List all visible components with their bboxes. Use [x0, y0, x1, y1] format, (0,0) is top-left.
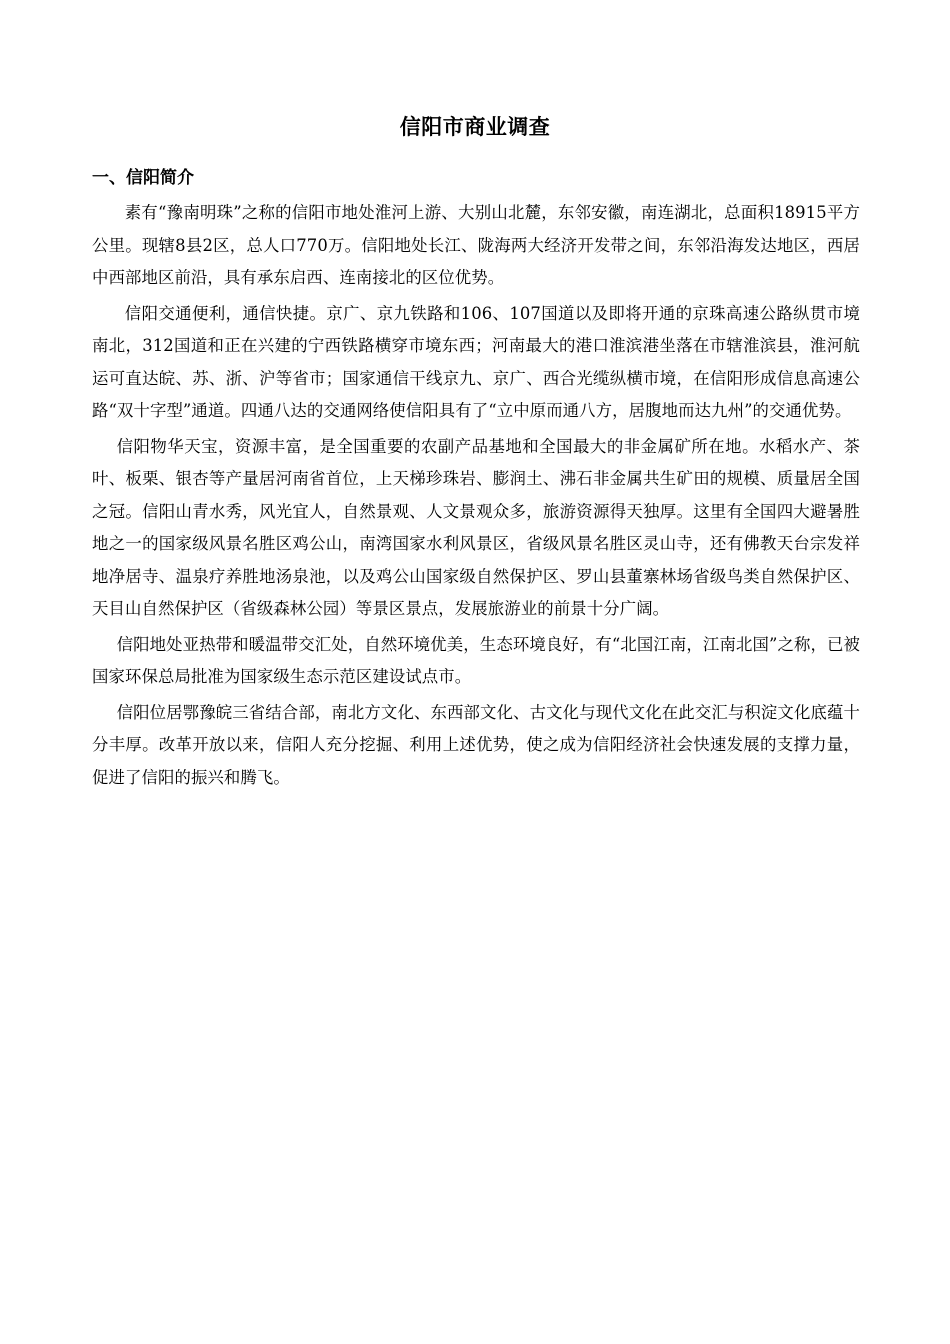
paragraph-resources: 信阳物华天宝，资源丰富，是全国重要的农副产品基地和全国最大的非金属矿所在地。水稻水产、茶叶、板栗、银杏等产量居河南省首位，上天梯珍珠岩、膨润土、沸石非金属共生矿田的规模、质量居全国之冠。信阳山青水秀，风光宜人，自然景观、人文景观众多，旅游资源得天独厚。这里有全国四大避暑胜地之一的国家级风景名胜区鸡公山，南湾国家水利风景区，省级风景名胜区灵山寺，还有佛教天台宗发祥地净居寺、温泉疗养胜地汤泉池，以及鸡公山国家级自然保护区、罗山县董寨林场省级鸟类自然保护区、天目山自然保护区（省级森林公园）等景区景点，发展旅游业的前景十分广阔。 [92, 436, 860, 618]
paragraph-environment: 信阳地处亚热带和暖温带交汇处，自然环境优美，生态环境良好，有“北国江南，江南北国”之称，已被国家环保总局批准为国家级生态示范区建设试点市。 [92, 634, 860, 686]
section-heading: 一、信阳简介 [92, 168, 194, 188]
paragraph-location: 素有“豫南明珠”之称的信阳市地处淮河上游、大别山北麓，东邻安徽，南连湖北，总面积18915平方公里。现辖8县2区，总人口770万。信阳地处长江、陇海两大经济开发带之间，东邻沿海发达地区，西居中西部地区前沿，具有承东启西、连南接北的区位优势。 [92, 203, 860, 287]
paragraph-culture: 信阳位居鄂豫皖三省结合部，南北方文化、东西部文化、古文化与现代文化在此交汇与积淀文化底蕴十分丰厚。改革开放以来，信阳人充分挖掘、利用上述优势，使之成为信阳经济社会快速发展的支撑力量，促进了信阳的振兴和腾飞。 [92, 702, 860, 787]
paragraph-transport: 信阳交通便利，通信快捷。京广、京九铁路和106、107国道以及即将开通的京珠高速公路纵贯市境南北，312国道和正在兴建的宁西铁路横穿市境东西；河南最大的港口淮滨港坐落在市辖淮滨县，淮河航运可直达皖、苏、浙、沪等省市；国家通信干线京九、京广、西合光缆纵横市境，在信阳形成信息高速公路“双十字型”通道。四通八达的交通网络使信阳具有了“立中原而通八方，居腹地而达九州”的交通优势。 [92, 303, 860, 420]
document-body [92, 197, 860, 794]
document-title: 信阳市商业调查 [399, 115, 551, 139]
